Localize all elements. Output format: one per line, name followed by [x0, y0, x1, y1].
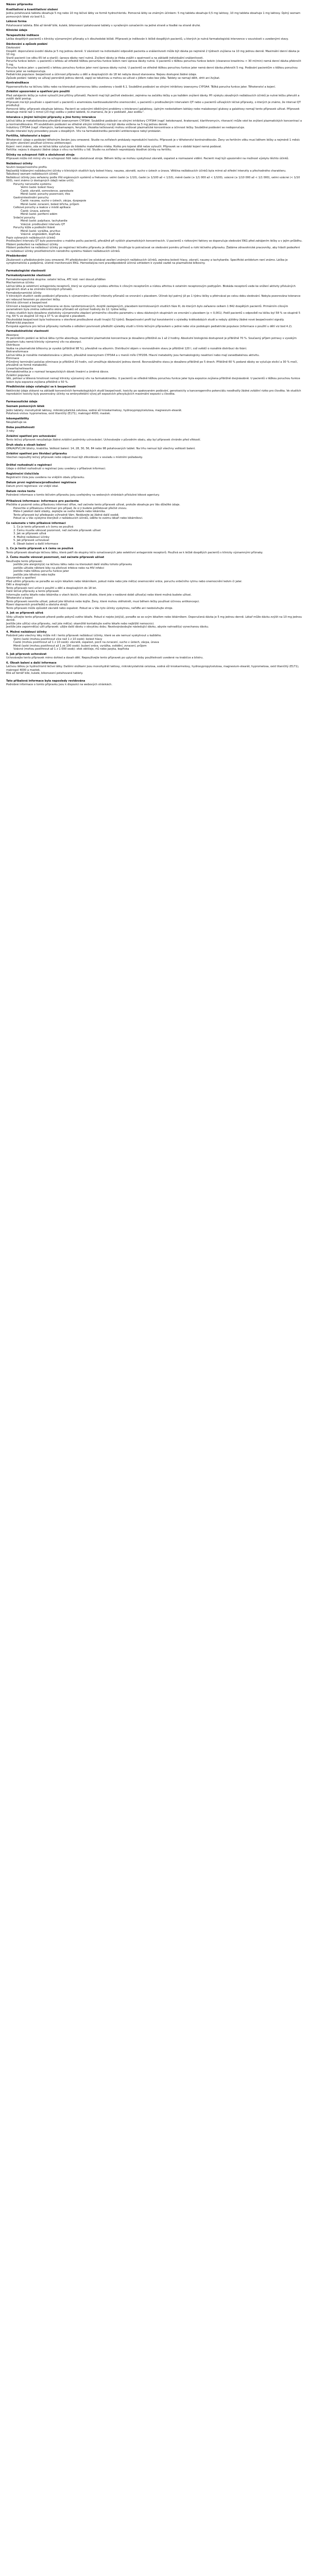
list-item: Celkové poruchy a reakce v místě aplikace	[13, 206, 71, 209]
list-item: Srdeční poruchy	[13, 216, 36, 219]
paragraph: Řízení dopravních prostředků a obsluha strojů	[6, 603, 68, 606]
paragraph: Biotransformace	[6, 350, 28, 353]
paragraph: Induktory CYP3A4 (např. rifampicin, karbamazepin, fenytoin, třezalka tečkovaná) mohou snižovat plazmatické koncentrace a účinnost léčby. Souběžné podávání se nedoporučuje.	[6, 126, 245, 129]
section-heading: Léková forma	[6, 20, 27, 23]
paragraph: Potahová vrstva: hypromelosa, oxid titaničitý (E171), makrogol 4000, mastek.	[6, 412, 111, 415]
paragraph: Jestliže jste užil(a) více přípravku, než jste měl(a): okamžitě kontaktujte svého lékaře nebo nejbližší nemocnici.	[6, 622, 154, 625]
paragraph: Linearita/nelinearita	[6, 367, 33, 370]
section-heading: Datum první registrace/prodloužení registrace	[6, 481, 76, 484]
list-subitem: Časté: únava, astenie	[21, 209, 50, 213]
paragraph: Farmakokinetika je v rozmezí terapeutických dávek lineární a úměrná dávce.	[6, 370, 109, 374]
list-item: 4. Možné nežádoucí účinky	[13, 535, 49, 539]
list-item: Poruchy nervového systému	[13, 182, 52, 186]
paragraph: Léčivá látka je rozsáhle metabolizována v játrech, převážně izoenzymem CYP3A4 a v menší míře CYP2D6. Hlavní metabolity jsou farmakologicky neaktivní nebo mají zanedbatelnou aktivitu.	[6, 353, 260, 357]
section-heading: Předávkování	[6, 255, 27, 258]
paragraph: Před zahájením léčby je nutné vyloučit jiné příčiny příznaků. Pacienti mají být pečlivě sledováni, zejména na začátku léčby a po každém zvýšení dávky. Při výskytu závažných nežádoucích účinků je nutné léčbu přerušit a zvážit další postup.	[6, 94, 300, 100]
list-item: jestliže jste alergický(á) na léčivou látku nebo na kteroukoli další složku tohoto přípravku	[13, 563, 132, 566]
paragraph: Podobně jako všechny léky může mít i tento přípravek nežádoucí účinky, které se ale nemusí vyskytnout u každého.	[6, 634, 162, 637]
section-heading: 3. Jak se přípravek užívá	[6, 612, 43, 615]
paragraph: Jestliže jste zapomněl(a) užít přípravek: užijte další dávku v obvyklou dobu. Nezdvojnásobujte následující dávku, abyste nahradil(a) vynechanou dávku.	[6, 625, 209, 629]
list-subitem: Vzácné: prodloužení intervalu QT	[21, 223, 65, 226]
list-item: Velmi časté (mohou postihnout více než 1 z 10 osob): bolest hlavy	[13, 637, 102, 641]
section-gap	[6, 265, 303, 268]
list-subitem: Méně časté: palpitace, tachykardie	[21, 219, 67, 223]
paragraph: Porucha funkce ledvin: u pacientů s lehkou až středně těžkou poruchou funkce ledvin není úprava dávky nutná. U pacientů s těžkou poruchou funkce ledvin (clearance kreatininu < 30 ml/min) nemá denní dávka překročit 5 mg.	[6, 60, 301, 66]
paragraph: Pediatrická populace	[6, 321, 34, 325]
paragraph: Prodloužení intervalu QT bylo pozorováno u malého počtu pacientů, převážně při vyšších plazmatických koncentracích. U pacientů s rizikovými faktory se doporučuje sledování EKG před zahájením léčby a v jejím průběhu.	[6, 240, 303, 243]
section-heading: Tato příbalová informace byla naposledy revidována	[6, 679, 85, 683]
paragraph: Dospělí: doporučená úvodní dávka je 5 mg jednou denně. V závislosti na individuální odpovědi pacienta a snášenlivosti může být dávka po nejméně 2 týdnech zvýšena na 10 mg jednou denně. Maximální denní dávka je 10 mg.	[6, 49, 300, 56]
list-item: jestliže máte těžkou poruchu funkce jater	[13, 570, 69, 573]
list-item: Tento přípravek byl předepsán výhradně Vám. Nedávejte jej žádné další osobě.	[13, 513, 119, 517]
paragraph: Kojení: není známo, zda se léčivá látka vylučuje do lidského mateřského mléka. Riziko pro kojené dítě nelze vyloučit. Přípravek se v období kojení nemá podávat.	[6, 145, 222, 148]
section-gap	[6, 460, 303, 462]
section-heading: Registrační číslo/čísla	[6, 472, 39, 476]
paragraph: Bílé až téměř bílé, kulaté, bikonvexní potahované tablety.	[6, 672, 83, 675]
paragraph: Hlášení podezření na nežádoucí účinky	[6, 243, 59, 246]
paragraph: Potahovaná tableta. Bílé až téměř bílé, kulaté, bikonvexní potahované tablety s vyraženým označením na jedné straně a hladké na straně druhé.	[6, 24, 201, 27]
section-heading: Farmakologické vlastnosti	[6, 269, 46, 273]
paragraph: Informujte svého lékaře nebo lékárníka o všech lécích, které užíváte, které jste v nedávné době užíval(a) nebo které možná budete užívat.	[6, 593, 192, 597]
list-subitem: Velmi časté: bolest hlavy	[21, 186, 54, 189]
paragraph: Distribuce	[6, 344, 20, 347]
paragraph: Datum první registrace: viz vnější obal.	[6, 485, 59, 488]
section-heading: Farmaceutické údaje	[6, 400, 38, 403]
paragraph: Nejčastěji hlášenými nežádoucími účinky v klinických studiích byly bolest hlavy, nauzea, závratě, sucho v ústech a únava. Většina nežádoucích účinků byla mírné až střední intenzity a přechodného charakteru.	[6, 169, 286, 173]
paragraph: Tento léčivý přípravek nevyžaduje žádné zvláštní podmínky uchovávání. Uchovávejte v původním obalu, aby byl přípravek chráněn před vlhkostí.	[6, 438, 201, 442]
list-item: 6. Obsah balení a další informace	[13, 542, 58, 546]
paragraph: Všechen nepoužitý léčivý přípravek nebo odpad musí být zlikvidován v souladu s místními požadavky.	[6, 456, 143, 459]
paragraph: Popis vybraných nežádoucích účinků	[6, 236, 56, 240]
section-heading: Druh obalu a obsah balení	[6, 443, 46, 447]
paragraph: Věk, pohlaví a tělesná hmotnost nemají klinicky významný vliv na farmakokinetiku. U pacientů se středně těžkou poruchou funkce jater byla expozice zvýšena přibližně dvojnásobně. U pacientů s těžkou poruchou funkce ledvin byla expozice zvýšena přibližně o 50 %.	[6, 377, 300, 384]
paragraph: OPA/Al/PVC//Al blistry, krabička. Velikost balení: 14, 28, 30, 56, 84 nebo 98 potahovaných tablet. Na trhu nemusí být všechny velikosti balení.	[6, 447, 196, 450]
paragraph: Před užitím přípravku se poraďte se svým lékařem nebo lékárníkem, pokud máte nebo jste měl(a) onemocnění srdce, poruchu srdečního rytmu nebo onemocnění ledvin či jater.	[6, 580, 243, 583]
section-heading: Předklinické údaje vztahující se k bezpečnosti	[6, 385, 76, 388]
paragraph: Tento přípravek není určen k použití u dětí a dospívajících do 18 let.	[6, 586, 97, 590]
section-heading: Nežádoucí účinky	[6, 162, 33, 165]
list-item: Vzácné (mohou postihnout až 1 z 1 000 osob): otok obličeje, rtů nebo jazyka, kopřivka	[13, 648, 129, 651]
document-title: Příbalová informace: informace pro pacienta	[6, 499, 79, 503]
paragraph: Neuplatňuje se.	[6, 421, 27, 424]
paragraph: Vazba na plazmatické bílkoviny je vysoká (přibližně 98 %), převážně na albumin. Distribuční objem v rovnovážném stavu je přibližně 120 l, což svědčí o rozsáhlé distribuci do tkání.	[6, 347, 247, 350]
list-subitem: Časté: závratě, somnolence, parestezie	[21, 189, 74, 193]
paragraph: Vždy užívejte tento přípravek přesně podle pokynů svého lékaře. Pokud si nejste jistý(á), poraďte se se svým lékařem nebo lékárníkem. Doporučená dávka je 5 mg jednou denně. Lékař může dávku zvýšit na 10 mg jednou denně.	[6, 615, 302, 622]
paragraph: Způsob podání: tablety se užívají perorálně jednou denně, zapijí se tekutinou a mohou se užívat s jídlem nebo bez jídla. Tablety se nemají dělit, drtit ani žvýkat.	[6, 76, 220, 80]
paragraph: Přípravek může mít mírný vliv na schopnost řídit nebo obsluhovat stroje. Během léčby se mohou vyskytnout závratě, ospalost a rozmazané vidění. Pacienti mají být upozorněni na možnost výskytu těchto účinků.	[6, 157, 289, 160]
list-item: 5. Jak přípravek uchovávat	[13, 539, 49, 542]
paragraph: Tento přípravek obsahuje léčivou látku, která patří do skupiny léčiv označovaných jako selektivní antagonisté receptorů. Používá se k léčbě dospělých pacientů s klinicky významnými příznaky.	[6, 551, 263, 554]
section-heading: Terapeutické indikace	[6, 33, 39, 37]
paragraph: Neužívejte tento přípravek:	[6, 560, 43, 563]
section-heading: Seznam pomocných látek	[6, 405, 45, 408]
paragraph: Přečtěte si pozorně celou příbalovou informaci dříve, než začnete tento přípravek užívat, protože obsahuje pro Vás důležité údaje.	[6, 503, 180, 506]
paragraph: Pomocné látky: přípravek obsahuje laktosu. Pacienti se vzácnými dědičnými problémy s intolerancí galaktosy, úplným nedostatkem laktázy nebo malabsorpcí glukosy a galaktosy nemají tento přípravek užívat. Přípravek obsahuje méně než 1 mmol (23 mg) sodíku v jedné tabletě, to znamená, že je v podstatě „bez sodíku“.	[6, 107, 300, 114]
paragraph: Tento přípravek může způsobit závratě nebo ospalost. Pokud se u Vás tyto účinky vyskytnou, neřiďte ani neobsluhujte stroje.	[6, 606, 174, 610]
paragraph: Tabulkový seznam nežádoucích účinků	[6, 173, 58, 176]
section-heading: Kvalitativní a kvantitativní složení	[6, 8, 58, 11]
paragraph: Souhrn bezpečnostního profilu	[6, 166, 47, 169]
paragraph: Porucha funkce jater: u pacientů s lehkou poruchou funkce jater není úprava dávky nutná. U pacientů se středně těžkou poruchou funkce jater nemá denní dávka překročit 5 mg. Podávání pacientům s těžkou poruchou funkce jater se nedoporučuje.	[6, 66, 298, 73]
paragraph: Registrační čísla jsou uvedena na vnějším obalu přípravku.	[6, 476, 85, 479]
section-heading: 5. Jak přípravek uchovávat	[6, 652, 47, 656]
section-heading: Interakce s jinými léčivými přípravky a jiné formy interakce	[6, 115, 96, 119]
list-subitem: Časté: nauzea, sucho v ústech, zácpa, dyspepsie	[21, 199, 87, 202]
paragraph: Fertilita: nejsou k dispozici žádné údaje o vlivu na fertilitu u lidí. Studie na zvířatech neprokázaly škodlivé účinky na fertilitu.	[6, 148, 172, 151]
paragraph: Průměrný terminální poločas eliminace je přibližně 20 hodin, což umožňuje dávkování jednou denně. Rovnovážného stavu je dosaženo přibližně po 5 dnech. Přibližně 60 % podané dávky se vylučuje stolicí a 30 % močí, převážně ve formě metabolitů.	[6, 360, 298, 367]
paragraph: Další léčivé přípravky a tento přípravek	[6, 590, 59, 593]
paragraph: Hlášení podezření na nežádoucí účinky po registraci léčivého přípravku je důležité. Umožňuje to pokračovat ve sledování poměru přínosů a rizik léčivého přípravku. Žádáme zdravotnické pracovníky, aby hlásili podezření na nežádoucí účinky prostřednictvím národního systému hlášení nežádoucích účinků.	[6, 246, 300, 253]
list-item: Poruchy kůže a podkožní tkáně	[13, 226, 55, 229]
section-heading: Dávkování a způsob podání	[6, 42, 48, 46]
section-heading: 1. Co je tento přípravek a k čemu se používá	[6, 547, 74, 550]
section-heading: Zvláštní opatření pro likvidaci přípravku	[6, 452, 67, 455]
paragraph: Starší pacienti (ve věku 65 let a starší): úprava dávky není nutná. Zvýšení dávky je třeba zvážit s opatrností a na základě individuální snášenlivosti.	[6, 56, 204, 60]
list-item: 1. Co je tento přípravek a k čemu se používá	[13, 526, 74, 529]
paragraph: Těhotenství a kojení	[6, 597, 33, 600]
list-subitem: Vzácné: angioedém, kopřivka	[21, 233, 60, 236]
paragraph: Nežádoucí účinky jsou seřazeny podle tříd orgánových systémů a frekvence: velmi časté (≥ 1/10), časté (≥ 1/100 až < 1/10), méně časté (≥ 1/1 000 až < 1/100), vzácné (≥ 1/10 000 až < 1/1 000), velmi vzácné (< 1/10 000), není známo (z dostupných údajů nelze určit).	[6, 176, 300, 182]
paragraph: Neklinické údaje získané na základě konvenčních farmakologických studií bezpečnosti, toxicity po opakovaném podávání, genotoxicity a kancerogenního potenciálu neodhalily žádné zvláštní riziko pro člověka. Ve studiích reprodukční toxicity byly pozorovány účinky na embryofetální vývoj při expozicích převyšujících maximální expozici u člověka.	[6, 389, 301, 396]
paragraph: Těhotenství: údaje o podávání těhotným ženám jsou omezené. Studie na zvířatech prokázaly reprodukční toxicitu. Přípravek je v těhotenství kontraindikován. Ženy ve fertilním věku musí během léčby a nejméně 1 měsíc po jejím ukončení používat účinnou antikoncepci.	[6, 138, 300, 145]
list-subitem: Méně časté: poruchy pozornosti, třes	[21, 193, 71, 196]
section-heading: Doba použitelnosti	[6, 426, 35, 429]
paragraph: Absorpce	[6, 333, 19, 337]
paragraph: Dlouhodobá bezpečnost byla hodnocena v otevřené prodloužené studii trvající 52 týdnů. Bezpečnostní profil byl konzistentní s výsledky krátkodobých studií a nebyly zjištěny žádné nové bezpečnostní signály.	[6, 318, 284, 321]
paragraph: Podrobné informace o tomto přípravku jsou k dispozici na webových stránkách.	[6, 683, 113, 686]
paragraph: Po perorálním podání se léčivá látka rychle absorbuje, maximální plazmatické koncentrace je dosaženo přibližně za 1 až 2 hodiny. Absolutní biologická dostupnost je přibližně 70 %. Současný příjem potravy s vysokým obsahem tuku nemá klinicky významný vliv na absorpci.	[6, 337, 297, 344]
paragraph: Přípravek má být používán s opatrností u pacientů s anamnézou kardiovaskulárního onemocnění, u pacientů s prodlouženým intervalem QT nebo u pacientů užívajících léčivé přípravky, o kterých je známo, že interval QT prodlužují.	[6, 100, 301, 107]
section-heading: Farmakokinetické vlastnosti	[6, 330, 49, 333]
section-gap	[6, 396, 303, 399]
section-heading: Zvláštní upozornění a opatření pro použití	[6, 90, 70, 93]
document-title: Název přípravku	[6, 3, 33, 6]
section-heading: Inkompatibility	[6, 417, 29, 420]
section-heading: Fertilita, těhotenství a kojení	[6, 134, 50, 138]
list-subitem: Méně časté: periferní edém	[21, 213, 58, 216]
paragraph: V klinických studiích vedlo podávání přípravku k významnému snížení intenzity příznaků ve srovnání s placebem. Účinek byl patrný již po 1 týdnu léčby a přetrvával po celou dobu sledování. Nebyla pozorována tolerance ani rebound fenomén po ukončení léčby.	[6, 295, 301, 301]
paragraph: Léčivou látkou je hydrochlorid léčivé látky. Dalšími složkami jsou monohydrát laktosy, mikrokrystalická celulosa, sodná sůl kroskarmelosy, hydroxypropylcelulosa, magnesium-stearát, hypromelosa, oxid titaničitý (E171), makrogol 4000 a mastek.	[6, 665, 299, 672]
list-subitem: Méně časté: vyrážka, pruritus	[21, 229, 61, 233]
section-heading: Držitel rozhodnutí o registraci	[6, 463, 52, 467]
paragraph: Údaje o držiteli rozhodnutí o registraci jsou uvedeny v příbalové informaci.	[6, 467, 106, 470]
section-gap	[6, 675, 303, 678]
list-item: Méně časté (mohou postihnout až 1 ze 100 osob): bušení srdce, vyrážka, svědění, zvracení, průjem	[13, 644, 147, 648]
paragraph: Léčivá látka je metabolizována převážně izoenzymem CYP3A4. Souběžné podávání se silnými inhibitory CYP3A4 (např. ketokonazol, itrakonazol, klarithromycin, ritonavir) může vést ke zvýšení plazmatických koncentrací a je kontraindikováno. Při souběžném podávání se středně silnými inhibitory má být dávka snížena na 5 mg jednou denně.	[6, 120, 302, 126]
section-heading: Kontraindikace	[6, 81, 29, 84]
section-heading: 2. Čemu musíte věnovat pozornost, než začnete přípravek užívat	[6, 556, 105, 559]
section-heading: Klinické údaje	[6, 29, 27, 32]
paragraph: Léčba dospělých pacientů s klinicky významnými příznaky a k dlouhodobé léčbě. Přípravek je indikován k léčbě dospělých pacientů, u kterých je nutná farmakologická intervence v souvislosti s uvedenými stavy.	[6, 38, 289, 41]
section-heading: Zvláštní opatření pro uchovávání	[6, 434, 56, 438]
paragraph: Děti a dospívající	[6, 583, 29, 586]
paragraph: Klinická účinnost a bezpečnost	[6, 301, 47, 304]
paragraph: V obou studiích bylo dosaženo statisticky významného zlepšení primárního cílového parametru v obou dávkových skupinách ve srovnání s placebem (p < 0,001). Podíl pacientů s odpovědí na léčbu byl 58 % ve skupině 5 mg, 64 % ve skupině 10 mg a 37 % ve skupině s placebem.	[6, 311, 301, 318]
list-item: Ponechte si příbalovou informaci pro případ, že si ji budete potřebovat přečíst znovu.	[13, 506, 127, 510]
list-subitem: Méně časté: zvracení, bolest břicha, průjem	[21, 202, 79, 206]
paragraph: Účinnost a bezpečnost byla hodnocena ve dvou randomizovaných, dvojitě zaslepených, placebem kontrolovaných studiích fáze III, do kterých bylo zařazeno celkem 1 842 dospělých pacientů. Primárním cílovým parametrem byla změna celkového skóre příznaků od výchozí hodnoty do 12. týdne léčby.	[6, 304, 288, 311]
list-item: Gastrointestinální poruchy	[13, 196, 49, 199]
list-item: Časté (mohou postihnout až 1 z 10 osob): závratě, ospalost, pocit na zvracení, sucho v ústech, zácpa, únava	[13, 641, 159, 644]
paragraph: 3 roky	[6, 430, 15, 433]
paragraph: Pediatrická populace: bezpečnost a účinnost přípravku u dětí a dospívajících do 18 let nebyla dosud stanovena. Nejsou dostupné žádné údaje.	[6, 73, 197, 76]
paragraph: Jedna potahovaná tableta obsahuje 5 mg nebo 10 mg léčivé látky ve formě hydrochloridu. Pomocná látky se známým účinkem: 5 mg tableta obsahuje 0,5 mg laktosy, 10 mg tableta obsahuje 1 mg laktosy. Úplný seznam pomocných látek viz bod 6.1.	[6, 12, 301, 19]
section-heading: Co naleznete v této příbalové informaci	[6, 521, 66, 525]
paragraph: Zvláštní populace	[6, 374, 30, 377]
section-heading: 6. Obsah balení a další informace	[6, 661, 57, 665]
paragraph: Hypersenzitivita na léčivou látku nebo na kteroukoli pomocnou látku uvedenou v bodě 6.1. Souběžné podávání se silnými inhibitory izoenzymu CYP3A4. Těžká porucha funkce jater. Těhotenství a kojení.	[6, 85, 276, 89]
list-item: 2. Čemu musíte věnovat pozornost, než začnete přípravek užívat	[13, 529, 101, 532]
paragraph: Tento přípravek nesmíte užívat, pokud jste těhotná nebo kojíte. Ženy, které mohou otěhotnět, musí během léčby používat účinnou antikoncepci.	[6, 600, 200, 603]
section-heading: 4. Možné nežádoucí účinky	[6, 630, 47, 634]
paragraph: Farmakoterapeutická skupina: ostatní léčiva, ATC kód: není dosud přidělen	[6, 278, 106, 281]
list-item: 3. Jak se přípravek užívá	[13, 532, 46, 535]
document-body	[0, 0, 309, 697]
list-item: jestliže užíváte některé léky na plísňové infekce nebo na HIV infekci	[13, 566, 105, 570]
list-item: Pokud se u Vás vyskytne kterýkoli z nežádoucích účinků, sdělte to svému lékaři nebo lékárníkovi.	[13, 517, 143, 520]
paragraph: Dávkování	[6, 46, 21, 49]
paragraph: Farmakodynamické účinky	[6, 291, 42, 295]
section-heading: Datum revize textu	[6, 489, 36, 493]
paragraph: Uchovávejte tento přípravek mimo dohled a dosah dětí. Nepoužívejte tento přípravek po uplynutí doby použitelnosti uvedené na krabičce a blistru.	[6, 656, 204, 659]
paragraph: Léčivá látka je selektivní antagonista receptorů, který se vyznačuje vysokou afinitou k cílovým receptorům a nízkou afinitou k ostatním receptorovým podtypům. Blokáda receptorů vede ke snížení aktivity příslušných signálních drah a ke zmírnění klinických příznaků.	[6, 284, 296, 291]
paragraph: Evropská agentura pro léčivé přípravky rozhodla o odložení povinnosti předložit výsledky studií s tímto léčivým přípravkem u jedné nebo více podskupin pediatrické populace (informace o použití u dětí viz bod 4.2).	[6, 325, 293, 328]
paragraph: Eliminace	[6, 357, 20, 360]
paragraph: Studie interakcí byly provedeny pouze u dospělých. Vliv na farmakokinetiku perorální antikoncepce nebyl prokázán.	[6, 129, 162, 133]
paragraph: Podrobné informace o tomto léčivém přípravku jsou uveřejněny na webových stránkách příslušné lékové agentury.	[6, 494, 160, 497]
paragraph: Zkušenosti s předávkováním jsou omezené. Při předávkování lze očekávat zesílení známých nežádoucích účinků, zejména bolesti hlavy, závratí, nauzey a tachykardie. Specifické antidotum není známo. Léčba je symptomatická a podpůrná, včetně monitorování EKG. Hemodialýza není pravděpodobně účinná vzhledem k vysoké vazbě na plazmatické bílkoviny.	[6, 258, 288, 265]
paragraph: Jádro tablety: monohydrát laktosy, mikrokrystalická celulosa, sodná sůl kroskarmelosy, hydroxypropylcelulosa, magnesium-stearát.	[6, 409, 182, 412]
paragraph: Mechanismus účinku	[6, 281, 35, 284]
list-item: Máte-li jakékoli další otázky, zeptejte se svého lékaře nebo lékárníka.	[13, 510, 106, 513]
section-heading: Farmakodynamické vlastnosti	[6, 274, 52, 277]
list-item: jestliže jste těhotná nebo kojíte	[13, 573, 56, 577]
section-heading: Účinky na schopnost řídit a obsluhovat stroje	[6, 153, 75, 157]
paragraph: Upozornění a opatření	[6, 577, 36, 580]
